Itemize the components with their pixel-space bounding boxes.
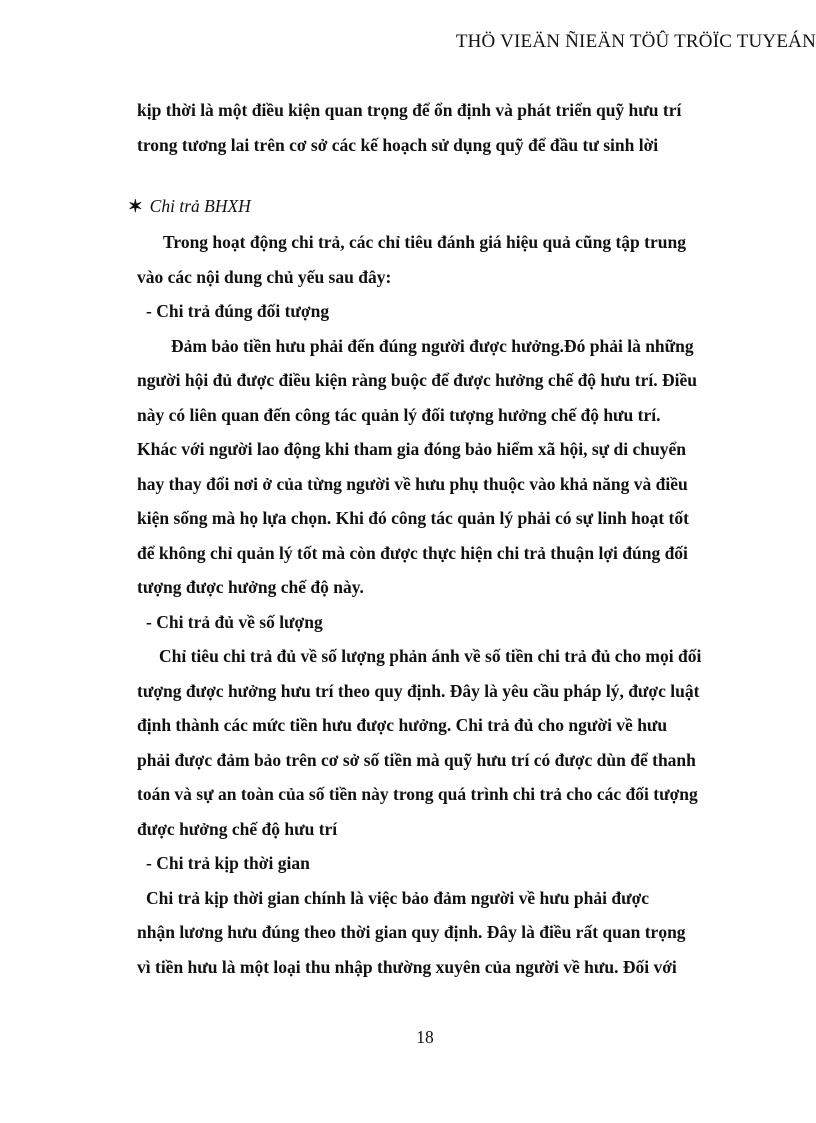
body-text xyxy=(137,225,777,984)
section-heading xyxy=(128,196,251,217)
text-line: kịp thời là một điều kiện quan trọng để ổn định và phát triển quỹ hưu trí xyxy=(137,100,682,120)
text-line: toán và sự an toàn của số tiền này trong quá trình chi trả cho các đối tượng xyxy=(137,784,698,804)
text-line: vì tiền hưu là một loại thu nhập thường xuyên của người về hưu. Đối với xyxy=(137,956,677,977)
text-line: nhận lương hưu đúng theo thời gian quy định. Đây là điều rất quan trọng xyxy=(137,922,686,942)
text-line: trong tương lai trên cơ sở các kế hoạch sử dụng quỹ để đầu tư sinh lời xyxy=(137,134,659,155)
list-heading: - Chi trả đủ về số lượng xyxy=(146,611,323,632)
text-line: tượng được hưởng hưu trí theo quy định. Đây là yêu cầu pháp lý, được luật xyxy=(137,680,700,701)
text-line: Chi trả kịp thời gian chính là việc bảo đảm người về hưu phải được xyxy=(146,887,650,908)
page-number: 18 xyxy=(416,1027,434,1047)
text-line: Đảm bảo tiền hưu phải đến đúng người được hưởng.Đó phải là những xyxy=(171,335,694,356)
text-line: kiện sống mà họ lựa chọn. Khi đó công tác quản lý phải có sự linh hoạt tốt xyxy=(137,508,689,528)
text-line: phải được đảm bảo trên cơ sở số tiền mà quỹ hưu trí có được dùn để thanh xyxy=(137,749,696,770)
text-line: người hội đủ được điều kiện ràng buộc để được hưởng chế độ hưu trí. Điều xyxy=(137,370,697,390)
text-line: Khác với người lao động khi tham gia đóng bảo hiểm xã hội, sự di chuyển xyxy=(137,439,686,459)
text-line: Trong hoạt động chi trả, các chỉ tiêu đánh giá hiệu quả cũng tập trung xyxy=(163,232,686,252)
text-line: Chỉ tiêu chi trả đủ về số lượng phản ánh về số tiền chi trả đủ cho mọi đối xyxy=(159,646,702,666)
bullet-star-icon: ✶ xyxy=(128,196,143,216)
list-heading: - Chi trả đúng đối tượng xyxy=(146,301,330,321)
text-line: hay thay đổi nơi ở của từng người về hưu phụ thuộc vào khả năng và điều xyxy=(137,473,688,494)
text-line: tượng được hưởng chế độ này. xyxy=(137,577,364,597)
text-line: định thành các mức tiền hưu được hưởng. Chi trả đủ cho người về hưu xyxy=(137,715,668,735)
text-line: này có liên quan đến công tác quản lý đối tượng hưởng chế độ hưu trí. xyxy=(137,404,661,425)
page-header: THÖ VIEÄN ÑIEÄN TÖÛ TRÖÏC TUYEÁN xyxy=(455,31,816,52)
text-line: để không chỉ quản lý tốt mà còn được thực hiện chi trả thuận lợi đúng đối xyxy=(137,542,688,563)
list-heading: - Chi trả kịp thời gian xyxy=(146,853,310,873)
text-line: vào các nội dung chủ yếu sau đây: xyxy=(137,266,392,287)
section-title: Chi trả BHXH xyxy=(149,196,251,216)
text-line: được hưởng chế độ hưu trí xyxy=(137,818,338,839)
intro-paragraph xyxy=(137,93,777,162)
